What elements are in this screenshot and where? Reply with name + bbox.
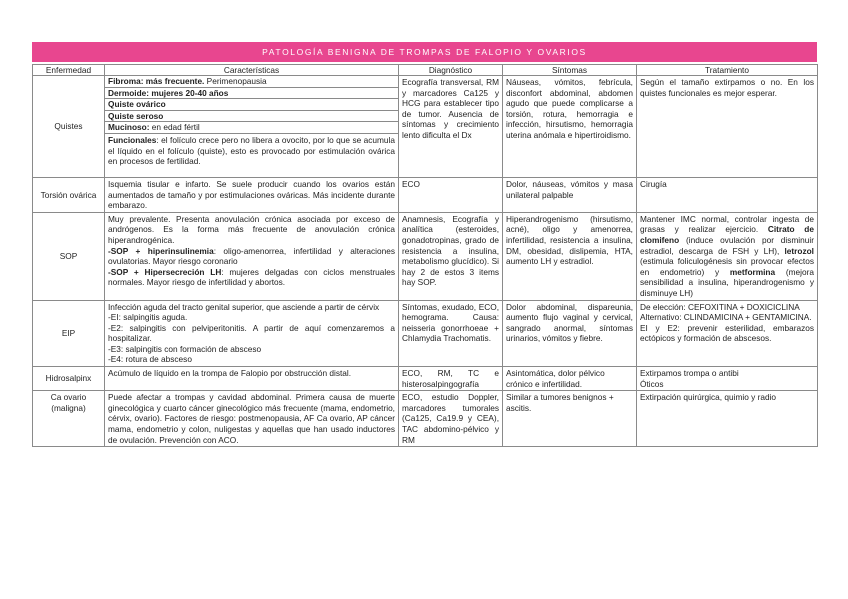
pathology-table [32, 64, 818, 447]
quistes-mucinoso-text: en edad fértil [149, 122, 200, 133]
sintomas-hidrosalpinx: Asintomática, dolor pélvico crónico e infertilidad. [503, 367, 637, 391]
diagnostico-torsion: ECO [399, 177, 503, 212]
hidrosalpinx-trat-1: Extirpamos trompa o antibi [640, 368, 739, 379]
sop-car-b-label: -SOP + Hipersecreción LH [108, 266, 222, 277]
sop-car-intro: Muy prevalente. Presenta anovulación crónica asociada por exceso de andrógenos. Es la forma más frecuente de anovulación crónica hiperandrogénica. [108, 213, 395, 245]
caracteristicas-ca-ovario: Puede afectar a trompas y cavidad abdominal. Primera causa de muerte ginecológica y cuarto cáncer ginecológico más frecuente (mama, endometrio, cérvix, ovario). Factores de riesgo: postmenopausia, AF Ca ovario, AP cáncer mama, endometrio y colon, nuligestas y aquellas que han usado inductores de ovulación. Prevención con ACO. [105, 391, 399, 447]
sintomas-eip: Dolor abdominal, dispareunia, aumento flujo vaginal y cervical, sangrado anormal, síntomas urinarios, vómitos y fiebre. [503, 300, 637, 367]
quistes-funcionales-text: : el folículo crece pero no libera a ovocito, por lo que se acumula el líquido en el folículo (quiste), esto es provocado por estimulación ovárica en procesos de fertilidad. [108, 134, 395, 167]
table-row-ca-ovario [33, 391, 818, 447]
sop-trat-4-text: (mejora sensibilidad a insulina, hiperandrogenismo y disminuye LH) [640, 266, 814, 298]
page-title-banner [32, 42, 817, 62]
quistes-ovarico [105, 99, 399, 111]
sop-trat-3-label: letrozol [784, 245, 814, 256]
quistes-funcionales [105, 133, 399, 177]
diagnostico-quistes: Ecografía transversal, RM y marcadores Ca125 y HCG para establecer tipo de tumor. Ausencia de síntomas y crecimiento lento dificulta el Dx [399, 76, 503, 178]
sintomas-ca-ovario: Similar a tumores benignos + ascitis. [503, 391, 637, 447]
sop-trat-1: Mantener IMC normal, controlar ingesta de grasas y realizar ejercicio. [640, 213, 814, 235]
tratamiento-sop [637, 212, 818, 300]
diagnostico-ca-ovario: ECO, estudio Doppler, marcadores tumorales (Ca125, Ca19.9 y CEA), TAC abdomino-pélvico y RM [399, 391, 503, 447]
sop-trat-2-text: (induce ovulación por disminuir estradiol, descarga de FSH y LH), [640, 234, 814, 256]
tratamiento-ca-ovario: Extirpación quirúrgica, quimio y radio [637, 391, 818, 447]
quistes-fibroma [105, 76, 399, 88]
quistes-fibroma-label: Fibroma: más frecuente. [108, 76, 205, 86]
eip-trat-3: EI y E2: prevenir esterilidad, embarazos ectópicos y formación de abscesos. [640, 322, 814, 344]
sop-trat-3-text: (estimula foliculogénesis sin provocar efectos en endometrio) y [640, 256, 814, 277]
tratamiento-eip [637, 300, 818, 367]
sop-car-a-label: -SOP + hiperinsulinemia [108, 245, 214, 256]
table-row-hidrosalpinx [33, 367, 818, 391]
header-diagnostico: Diagnóstico [399, 65, 503, 76]
sintomas-quistes: Náuseas, vómitos, febrícula, disconfort abdominal, abdomen agudo que puede complicarse a torsión, rotura, hemorragia e infección, hirsutismo, hemorragia uterina anómala e hipertiroidismo. [503, 76, 637, 178]
enfermedad-torsion: Torsión ovárica [33, 177, 105, 212]
header-tratamiento: Tratamiento [637, 65, 818, 76]
quistes-dermoide-label: Dermoide: mujeres 20-40 años [108, 87, 229, 98]
caracteristicas-hidrosalpinx: Acúmulo de líquido en la trompa de Falopio por obstrucción distal. [105, 367, 399, 391]
page-title: PATOLOGÍA BENIGNA DE TROMPAS DE FALOPIO Y OVARIOS [262, 47, 587, 57]
table-row-sop [33, 212, 818, 300]
sop-trat-4-label: metformina [729, 266, 776, 277]
caracteristicas-eip [105, 300, 399, 367]
header-caracteristicas: Características [105, 65, 399, 76]
quistes-mucinoso-label: Mucinoso: [108, 122, 150, 133]
quistes-funcionales-label: Funcionales [108, 134, 157, 145]
table-row-torsion [33, 177, 818, 212]
eip-trat-1: De elección: CEFOXITINA + DOXICICLINA [640, 301, 800, 312]
enfermedad-quistes: Quistes [33, 76, 105, 178]
tratamiento-torsion: Cirugía [637, 177, 818, 212]
enfermedad-ca-ovario: Ca ovario (maligna) [33, 391, 105, 447]
diagnostico-sop: Anamnesis, Ecografía y analítica (esteroides, gonadotropinas, grado de resistencia a insulina, metabolismo glucídico). Si hay 2 de estos 3 items hay SOP. [399, 212, 503, 300]
quistes-seroso [105, 110, 399, 122]
diagnostico-hidrosalpinx: ECO, RM, TC e histerosalpingografía [399, 367, 503, 391]
enfermedad-sop: SOP [33, 212, 105, 300]
eip-car-3: -E2: salpingitis con pelviperitonitis. A partir de aquí comenzaremos a hospitalizar. [108, 322, 395, 344]
diagnostico-eip: Síntomas, exudado, ECO, hemograma. Causa: neisseria gonorrhoeae + Chlamydia Trachomatis. [399, 300, 503, 367]
sop-car-b-text: : mujeres delgadas con ciclos menstruales normales. Mayor riesgo de infertilidad y abortos. [108, 266, 395, 288]
table-row-eip [33, 300, 818, 367]
table-header-row [33, 65, 818, 76]
tratamiento-hidrosalpinx [637, 367, 818, 391]
quistes-fibroma-text: Perimenopausia [204, 76, 267, 86]
eip-car-5: -E4: rotura de absceso [108, 354, 192, 365]
header-enfermedad: Enfermedad [33, 65, 105, 76]
eip-car-4: -E3: salpingitis con formación de absceso [108, 343, 262, 354]
hidrosalpinx-trat-2: Óticos [640, 378, 664, 389]
caracteristicas-torsion: Isquemia tisular e infarto. Se suele producir cuando los ovarios están aumentados de tamaño y por estimulaciones ováricas. Más incidente durante embarazo. [105, 177, 399, 212]
sintomas-torsion: Dolor, náuseas, vómitos y masa unilateral palpable [503, 177, 637, 212]
quistes-ovarico-label: Quiste ovárico [108, 99, 166, 110]
quistes-seroso-label: Quiste seroso [108, 110, 164, 121]
enfermedad-eip: EIP [33, 300, 105, 367]
sintomas-sop: Hiperandrogenismo (hirsutismo, acné), oligo y amenorrea, infertilidad, resistencia a insulina, DM, obesidad, dislipemia, HTA, aumento LH y estradiol. [503, 212, 637, 300]
caracteristicas-sop [105, 212, 399, 300]
table-row-quistes [33, 76, 818, 88]
eip-car-2: -EI: salpingitis aguda. [108, 312, 188, 323]
tratamiento-quistes: Según el tamaño extirpamos o no. En los quistes funcionales es mejor esperar. [637, 76, 818, 178]
quistes-dermoide [105, 87, 399, 99]
header-sintomas: Síntomas [503, 65, 637, 76]
sop-car-a-text: : oligo-amenorrea, infertilidad y alteraciones ovulatorias. Mayor riesgo coronario [108, 245, 395, 267]
quistes-mucinoso [105, 122, 399, 134]
enfermedad-hidrosalpinx: Hidrosalpinx [33, 367, 105, 391]
eip-trat-2: Alternativo: CLINDAMICINA + GENTAMICINA. [640, 312, 812, 323]
eip-car-1: Infección aguda del tracto genital superior, que asciende a partir de cérvix [108, 301, 380, 312]
sop-trat-2-label: Citrato de clomifeno [640, 224, 814, 245]
